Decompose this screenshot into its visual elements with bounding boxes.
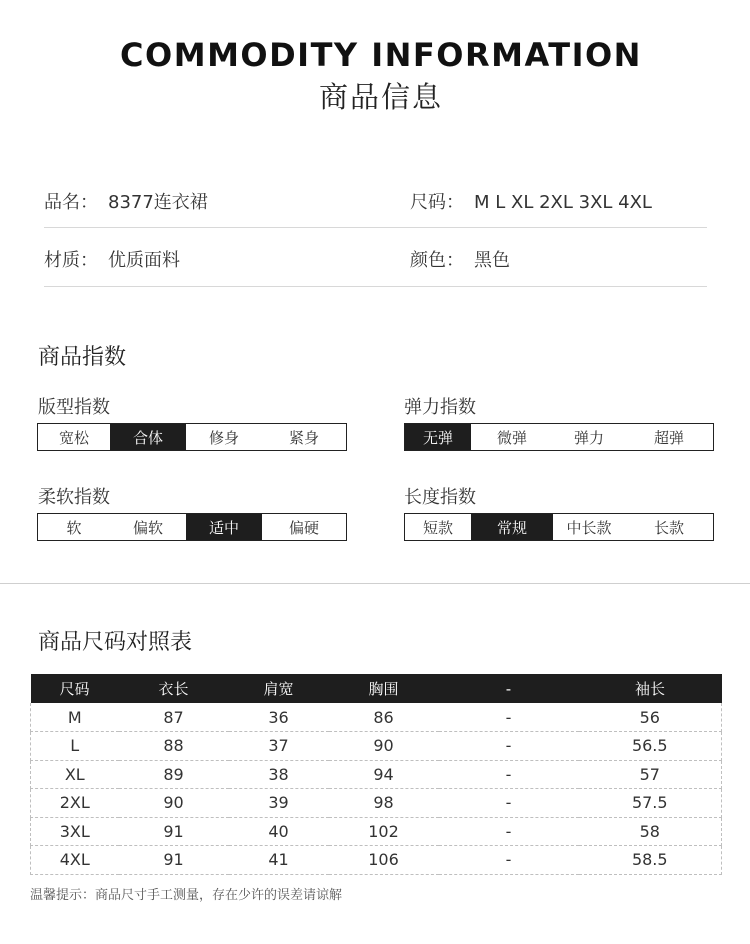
table-cell: 3XL bbox=[31, 817, 119, 846]
elastic-option-1: 微弹 bbox=[496, 428, 527, 447]
table-cell: 87 bbox=[119, 703, 229, 732]
table-cell: 91 bbox=[119, 846, 229, 875]
softness-index-bar bbox=[37, 513, 347, 541]
table-cell: - bbox=[439, 789, 579, 818]
size-header-3: 胸围 bbox=[329, 674, 439, 703]
softness-option-3: 偏硬 bbox=[288, 518, 319, 537]
table-row bbox=[31, 760, 722, 789]
fit-option-0: 宽松 bbox=[58, 428, 89, 447]
product-size-value: M L XL 2XL 3XL 4XL bbox=[474, 192, 652, 213]
product-size bbox=[410, 188, 652, 214]
table-cell: 58 bbox=[579, 817, 722, 846]
table-cell: 102 bbox=[329, 817, 439, 846]
table-cell: - bbox=[439, 846, 579, 875]
elastic-option-2: 弹力 bbox=[573, 428, 604, 447]
info-row-2 bbox=[44, 246, 707, 304]
length-index-label: 长度指数 bbox=[404, 487, 476, 508]
elastic-option-3: 超弹 bbox=[653, 428, 684, 447]
fit-index-label: 版型指数 bbox=[38, 397, 110, 418]
fit-option-3: 紧身 bbox=[288, 428, 319, 447]
table-cell: XL bbox=[31, 760, 119, 789]
elastic-index-bar bbox=[404, 423, 714, 451]
row-divider bbox=[44, 286, 707, 287]
size-header-0: 尺码 bbox=[31, 674, 119, 703]
size-header-1: 衣长 bbox=[119, 674, 229, 703]
table-cell: 41 bbox=[229, 846, 329, 875]
table-cell: 40 bbox=[229, 817, 329, 846]
product-color-label: 颜色： bbox=[410, 250, 464, 271]
product-color-value: 黑色 bbox=[474, 250, 510, 271]
table-row bbox=[31, 817, 722, 846]
product-name-value: 8377连衣裙 bbox=[108, 192, 208, 213]
product-size-label: 尺码： bbox=[410, 192, 464, 213]
table-row bbox=[31, 789, 722, 818]
table-cell: - bbox=[439, 732, 579, 761]
index-section-title: 商品指数 bbox=[38, 345, 127, 370]
table-cell: 56 bbox=[579, 703, 722, 732]
product-color bbox=[410, 246, 510, 272]
table-cell: 57.5 bbox=[579, 789, 722, 818]
fit-option-2: 修身 bbox=[208, 428, 239, 447]
table-cell: M bbox=[31, 703, 119, 732]
softness-index-label: 柔软指数 bbox=[38, 487, 110, 508]
section-divider bbox=[0, 583, 750, 584]
length-index-bar bbox=[404, 513, 714, 541]
table-row bbox=[31, 703, 722, 732]
table-cell: 90 bbox=[329, 732, 439, 761]
table-cell: 88 bbox=[119, 732, 229, 761]
table-cell: 86 bbox=[329, 703, 439, 732]
table-cell: - bbox=[439, 760, 579, 789]
softness-option-1: 偏软 bbox=[132, 518, 163, 537]
softness-option-2: 适中 bbox=[186, 514, 262, 540]
size-table bbox=[30, 674, 722, 875]
table-cell: 56.5 bbox=[579, 732, 722, 761]
product-name-label: 品名： bbox=[44, 192, 98, 213]
product-material bbox=[44, 246, 180, 272]
elastic-index-label: 弹力指数 bbox=[404, 397, 476, 418]
table-cell: - bbox=[439, 817, 579, 846]
table-cell: - bbox=[439, 703, 579, 732]
table-cell: 36 bbox=[229, 703, 329, 732]
title-cn: 商品信息 bbox=[318, 80, 443, 114]
info-row-1 bbox=[44, 188, 707, 246]
length-option-2: 中长款 bbox=[566, 518, 612, 537]
elastic-option-0: 无弹 bbox=[405, 424, 471, 450]
table-cell: 106 bbox=[329, 846, 439, 875]
table-cell: 37 bbox=[229, 732, 329, 761]
product-material-label: 材质： bbox=[44, 250, 98, 271]
length-option-3: 长款 bbox=[653, 518, 684, 537]
size-table-header bbox=[31, 674, 722, 703]
table-cell: 2XL bbox=[31, 789, 119, 818]
size-header-4: - bbox=[439, 674, 579, 703]
table-cell: 4XL bbox=[31, 846, 119, 875]
product-name bbox=[44, 188, 208, 214]
table-cell: 58.5 bbox=[579, 846, 722, 875]
size-header-5: 袖长 bbox=[579, 674, 722, 703]
softness-option-0: 软 bbox=[66, 518, 82, 537]
table-cell: 57 bbox=[579, 760, 722, 789]
length-option-0: 短款 bbox=[422, 518, 453, 537]
table-cell: 91 bbox=[119, 817, 229, 846]
table-cell: L bbox=[31, 732, 119, 761]
length-option-1: 常规 bbox=[471, 514, 553, 540]
table-cell: 39 bbox=[229, 789, 329, 818]
table-cell: 98 bbox=[329, 789, 439, 818]
fit-index-bar bbox=[37, 423, 347, 451]
table-cell: 94 bbox=[329, 760, 439, 789]
table-cell: 90 bbox=[119, 789, 229, 818]
table-row bbox=[31, 846, 722, 875]
table-cell: 38 bbox=[229, 760, 329, 789]
size-section-title: 商品尺码对照表 bbox=[38, 630, 193, 655]
product-material-value: 优质面料 bbox=[108, 250, 180, 271]
row-divider bbox=[44, 227, 707, 228]
table-cell: 89 bbox=[119, 760, 229, 789]
title-en: COMMODITY INFORMATION bbox=[120, 36, 642, 74]
table-row bbox=[31, 732, 722, 761]
fit-option-1: 合体 bbox=[110, 424, 186, 450]
size-header-2: 肩宽 bbox=[229, 674, 329, 703]
measurement-note: 温馨提示：商品尺寸手工测量，存在少许的误差请谅解 bbox=[30, 888, 343, 903]
